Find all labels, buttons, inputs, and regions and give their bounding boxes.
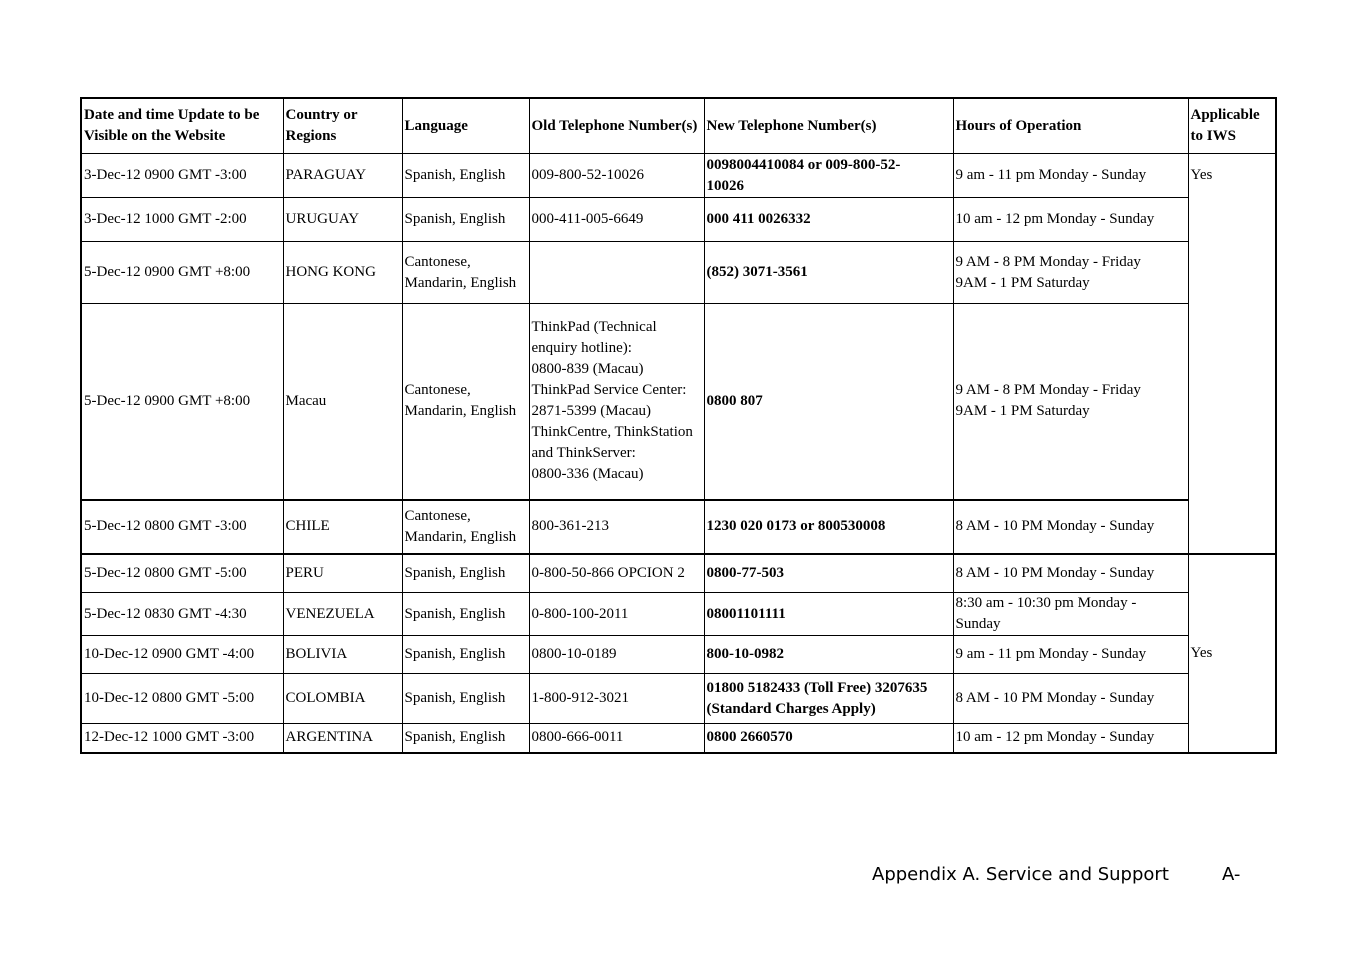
cell-language-line: Mandarin, English (404, 274, 517, 291)
cell-date: 3-Dec-12 1000 GMT -2:00 (81, 198, 283, 242)
cell-date: 5-Dec-12 0900 GMT +8:00 (81, 242, 283, 304)
cell-hours-line: 9AM - 1 PM Saturday (955, 403, 1090, 420)
cell-language (402, 304, 529, 500)
cell-language (402, 724, 529, 753)
header-date: Date and time Update to be Visible on the Website (81, 98, 283, 154)
cell-old-number (529, 593, 704, 636)
cell-old-number-line: ThinkPad (Technical (531, 319, 657, 336)
cell-language-line: Cantonese, (404, 507, 471, 524)
table-row (81, 304, 1276, 500)
cell-language-line: Cantonese, (404, 382, 471, 399)
cell-old-number-line: 0800-666-0011 (531, 729, 624, 746)
cell-new-number-line: 0800 807 (706, 392, 763, 409)
cell-date: 5-Dec-12 0800 GMT -3:00 (81, 500, 283, 554)
header-iws: Applicable to IWS (1188, 98, 1276, 154)
cell-language (402, 154, 529, 198)
cell-new-number (704, 554, 953, 593)
table-row (81, 724, 1276, 753)
cell-new-number (704, 674, 953, 724)
cell-new-number (704, 500, 953, 554)
table-row (81, 242, 1276, 304)
cell-language (402, 593, 529, 636)
cell-iws: Yes (1188, 154, 1276, 554)
header-language: Language (402, 98, 529, 154)
cell-new-number (704, 724, 953, 753)
cell-old-number-line: 009-800-52-10026 (531, 167, 644, 183)
cell-hours (953, 554, 1188, 593)
cell-old-number-line: 0800-10-0189 (531, 646, 617, 662)
cell-new-number-line: 000 411 0026332 (706, 211, 811, 227)
cell-old-number-line: 800-361-213 (531, 518, 609, 534)
cell-old-number-line: 1-800-912-3021 (531, 690, 629, 706)
cell-hours-line: 9 AM - 8 PM Monday - Friday (955, 253, 1141, 270)
cell-old-number-line: 0-800-50-866 OPCION 2 (531, 564, 685, 581)
cell-hours (953, 154, 1188, 198)
cell-hours (953, 674, 1188, 724)
cell-old-number-line: 0800-839 (Macau) (531, 361, 644, 378)
cell-new-number (704, 636, 953, 674)
cell-language-line: Spanish, English (404, 564, 506, 581)
cell-iws: Yes (1188, 554, 1276, 753)
cell-old-number-line: ThinkPad Service Center: (531, 382, 687, 399)
cell-country: COLOMBIA (283, 674, 402, 724)
table-row (81, 154, 1276, 198)
cell-hours-line: 10 am - 12 pm Monday - Sunday (955, 211, 1155, 227)
cell-new-number (704, 593, 953, 636)
cell-language-line: Mandarin, English (404, 528, 517, 545)
cell-country: URUGUAY (283, 198, 402, 242)
cell-language-line: Spanish, English (404, 167, 506, 183)
cell-hours (953, 304, 1188, 500)
cell-hours-line: 8 AM - 10 PM Monday - Sunday (955, 564, 1155, 581)
cell-hours-line: 9 AM - 8 PM Monday - Friday (955, 382, 1141, 399)
cell-hours-line: 10 am - 12 pm Monday - Sunday (955, 729, 1155, 746)
cell-date: 12-Dec-12 1000 GMT -3:00 (81, 724, 283, 753)
header-old-number: Old Telephone Number(s) (529, 98, 704, 154)
cell-new-number-line: (852) 3071-3561 (706, 264, 808, 280)
cell-country: Macau (283, 304, 402, 500)
cell-old-number-line: ThinkCentre, ThinkStation (531, 424, 693, 441)
cell-hours-line: 8 AM - 10 PM Monday - Sunday (955, 690, 1155, 706)
cell-old-number-line: 0800-336 (Macau) (531, 466, 644, 483)
cell-hours (953, 593, 1188, 636)
cell-new-number-line: 1230 020 0173 or 800530008 (706, 518, 886, 534)
cell-hours (953, 500, 1188, 554)
cell-hours-line: 9AM - 1 PM Saturday (955, 274, 1090, 291)
cell-new-number-line: 08001101111 (706, 605, 786, 622)
table-row (81, 674, 1276, 724)
page-footer (872, 864, 1241, 885)
cell-new-number-line: 01800 5182433 (Toll Free) 3207635 (706, 679, 928, 696)
cell-new-number (704, 198, 953, 242)
cell-language-line: Spanish, English (404, 690, 506, 706)
table-header-row (81, 98, 1276, 154)
header-new-number: New Telephone Number(s) (704, 98, 953, 154)
header-country: Country or Regions (283, 98, 402, 154)
header-hours: Hours of Operation (953, 98, 1188, 154)
cell-country: VENEZUELA (283, 593, 402, 636)
cell-language-line: Spanish, English (404, 605, 506, 622)
cell-old-number-line: 2871-5399 (Macau) (531, 403, 652, 420)
cell-country: PARAGUAY (283, 154, 402, 198)
cell-country: ARGENTINA (283, 724, 402, 753)
cell-date: 5-Dec-12 0800 GMT -5:00 (81, 554, 283, 593)
cell-old-number (529, 554, 704, 593)
cell-language-line: Spanish, English (404, 646, 506, 662)
cell-new-number-line: 0800 2660570 (706, 729, 793, 746)
cell-hours-line: 9 am - 11 pm Monday - Sunday (955, 167, 1147, 183)
cell-language (402, 242, 529, 304)
cell-old-number-line: and ThinkServer: (531, 445, 636, 462)
cell-new-number-line: 0800-77-503 (706, 564, 784, 581)
cell-country: BOLIVIA (283, 636, 402, 674)
cell-language-line: Mandarin, English (404, 403, 517, 420)
cell-old-number (529, 674, 704, 724)
cell-country: CHILE (283, 500, 402, 554)
table-row (81, 593, 1276, 636)
table-row (81, 198, 1276, 242)
cell-hours-line: 9 am - 11 pm Monday - Sunday (955, 646, 1147, 662)
cell-hours (953, 198, 1188, 242)
cell-old-number (529, 154, 704, 198)
cell-language (402, 198, 529, 242)
cell-new-number (704, 154, 953, 198)
cell-new-number (704, 304, 953, 500)
table-row (81, 500, 1276, 554)
cell-hours (953, 636, 1188, 674)
cell-date: 5-Dec-12 0900 GMT +8:00 (81, 304, 283, 500)
cell-old-number-line: 0-800-100-2011 (531, 605, 629, 622)
cell-language (402, 500, 529, 554)
support-numbers-table (80, 97, 1277, 754)
cell-old-number (529, 500, 704, 554)
cell-old-number (529, 304, 704, 500)
footer-section-title: Appendix A. Service and Support (872, 864, 1169, 885)
table-body (81, 154, 1276, 753)
cell-language-line: Spanish, English (404, 729, 506, 746)
cell-hours-line: Sunday (955, 616, 1001, 632)
cell-new-number-line: (Standard Charges Apply) (706, 700, 876, 717)
cell-old-number (529, 724, 704, 753)
cell-language-line: Cantonese, (404, 253, 471, 270)
cell-country: PERU (283, 554, 402, 593)
table-row (81, 636, 1276, 674)
cell-language (402, 554, 529, 593)
cell-hours (953, 724, 1188, 753)
cell-date: 10-Dec-12 0800 GMT -5:00 (81, 674, 283, 724)
cell-old-number-line: enquiry hotline): (531, 340, 632, 357)
cell-old-number (529, 636, 704, 674)
cell-date: 10-Dec-12 0900 GMT -4:00 (81, 636, 283, 674)
cell-old-number (529, 198, 704, 242)
cell-country: HONG KONG (283, 242, 402, 304)
cell-language-line: Spanish, English (404, 211, 506, 227)
cell-language (402, 636, 529, 674)
cell-date: 3-Dec-12 0900 GMT -3:00 (81, 154, 283, 198)
cell-old-number-line: 000-411-005-6649 (531, 211, 644, 227)
cell-hours-line: 8 AM - 10 PM Monday - Sunday (955, 518, 1155, 534)
cell-old-number (529, 242, 704, 304)
table-row (81, 554, 1276, 593)
cell-new-number (704, 242, 953, 304)
cell-new-number-line: 0098004410084 or 009-800-52- (706, 156, 901, 173)
footer-page-number: A- (1222, 864, 1241, 885)
cell-new-number-line: 800-10-0982 (706, 646, 784, 662)
cell-hours-line: 8:30 am - 10:30 pm Monday - (955, 595, 1137, 611)
cell-date: 5-Dec-12 0830 GMT -4:30 (81, 593, 283, 636)
cell-hours (953, 242, 1188, 304)
cell-language (402, 674, 529, 724)
cell-new-number-line: 10026 (706, 177, 744, 194)
